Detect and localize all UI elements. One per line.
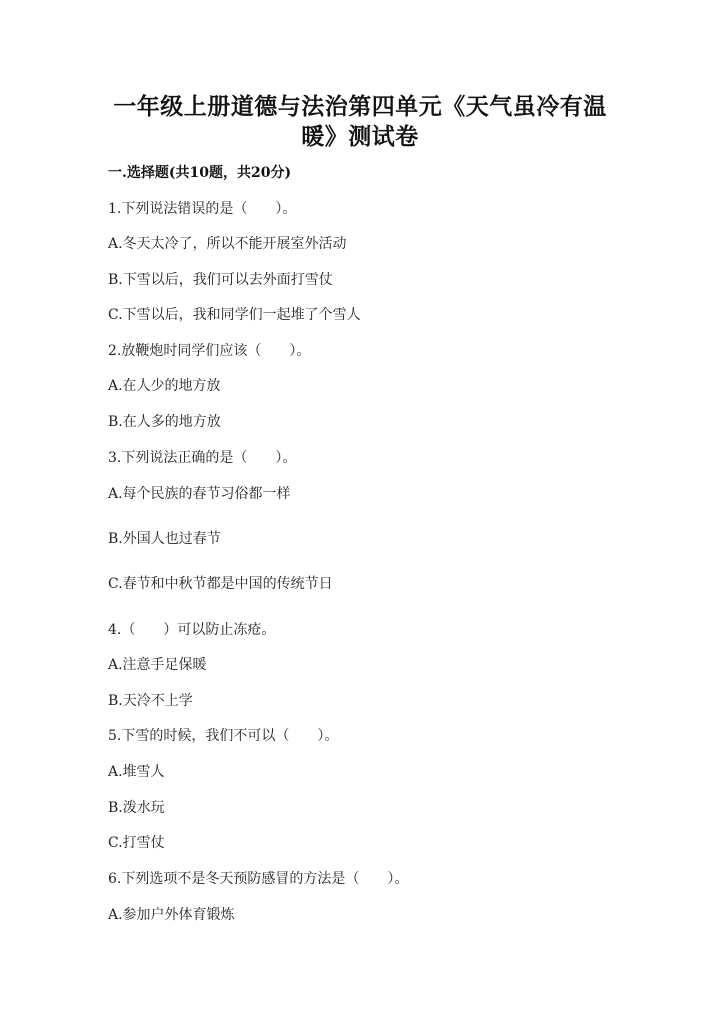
exam-title-line-1: 一年级上册道德与法治第四单元《天气虽冷有温 [113,93,607,120]
question-3-option-b: B.外国人也过春节 [108,531,221,547]
question-2-option-b: B.在人多的地方放 [108,414,221,430]
question-2-option-a: A.在人少的地方放 [108,378,221,394]
question-1-option-b: B.下雪以后，我们可以去外面打雪仗 [108,272,333,288]
question-3-option-c: C.春节和中秋节都是中国的传统节日 [108,576,333,592]
question-5-option-a: A.堆雪人 [108,764,165,780]
question-6-option-a: A.参加户外体育锻炼 [108,907,235,923]
exam-title-line-2: 暖》测试卷 [301,123,419,150]
question-4-option-b: B.天冷不上学 [108,693,193,709]
question-3-stem: 3.下列说法正确的是（ ）。 [108,450,297,466]
question-5-stem: 5.下雪的时候，我们不可以（ ）。 [108,728,339,744]
question-4-stem: 4.（ ）可以防止冻疮。 [108,622,276,638]
question-4-option-a: A.注意手足保暖 [108,657,207,673]
question-5-option-b: B.泼水玩 [108,800,165,816]
question-1-stem: 1.下列说法错误的是（ ）。 [108,201,297,217]
section-heading: 一.选择题(共10题，共20分) [108,165,292,181]
question-1-option-a: A.冬天太冷了，所以不能开展室外活动 [108,236,347,252]
question-2-stem: 2.放鞭炮时同学们应该（ ）。 [108,343,311,359]
question-5-option-c: C.打雪仗 [108,835,165,851]
question-3-option-a: A.每个民族的春节习俗都一样 [108,486,291,502]
question-6-stem: 6.下列选项不是冬天预防感冒的方法是（ ）。 [108,871,409,887]
question-1-option-c: C.下雪以后，我和同学们一起堆了个雪人 [108,307,361,323]
